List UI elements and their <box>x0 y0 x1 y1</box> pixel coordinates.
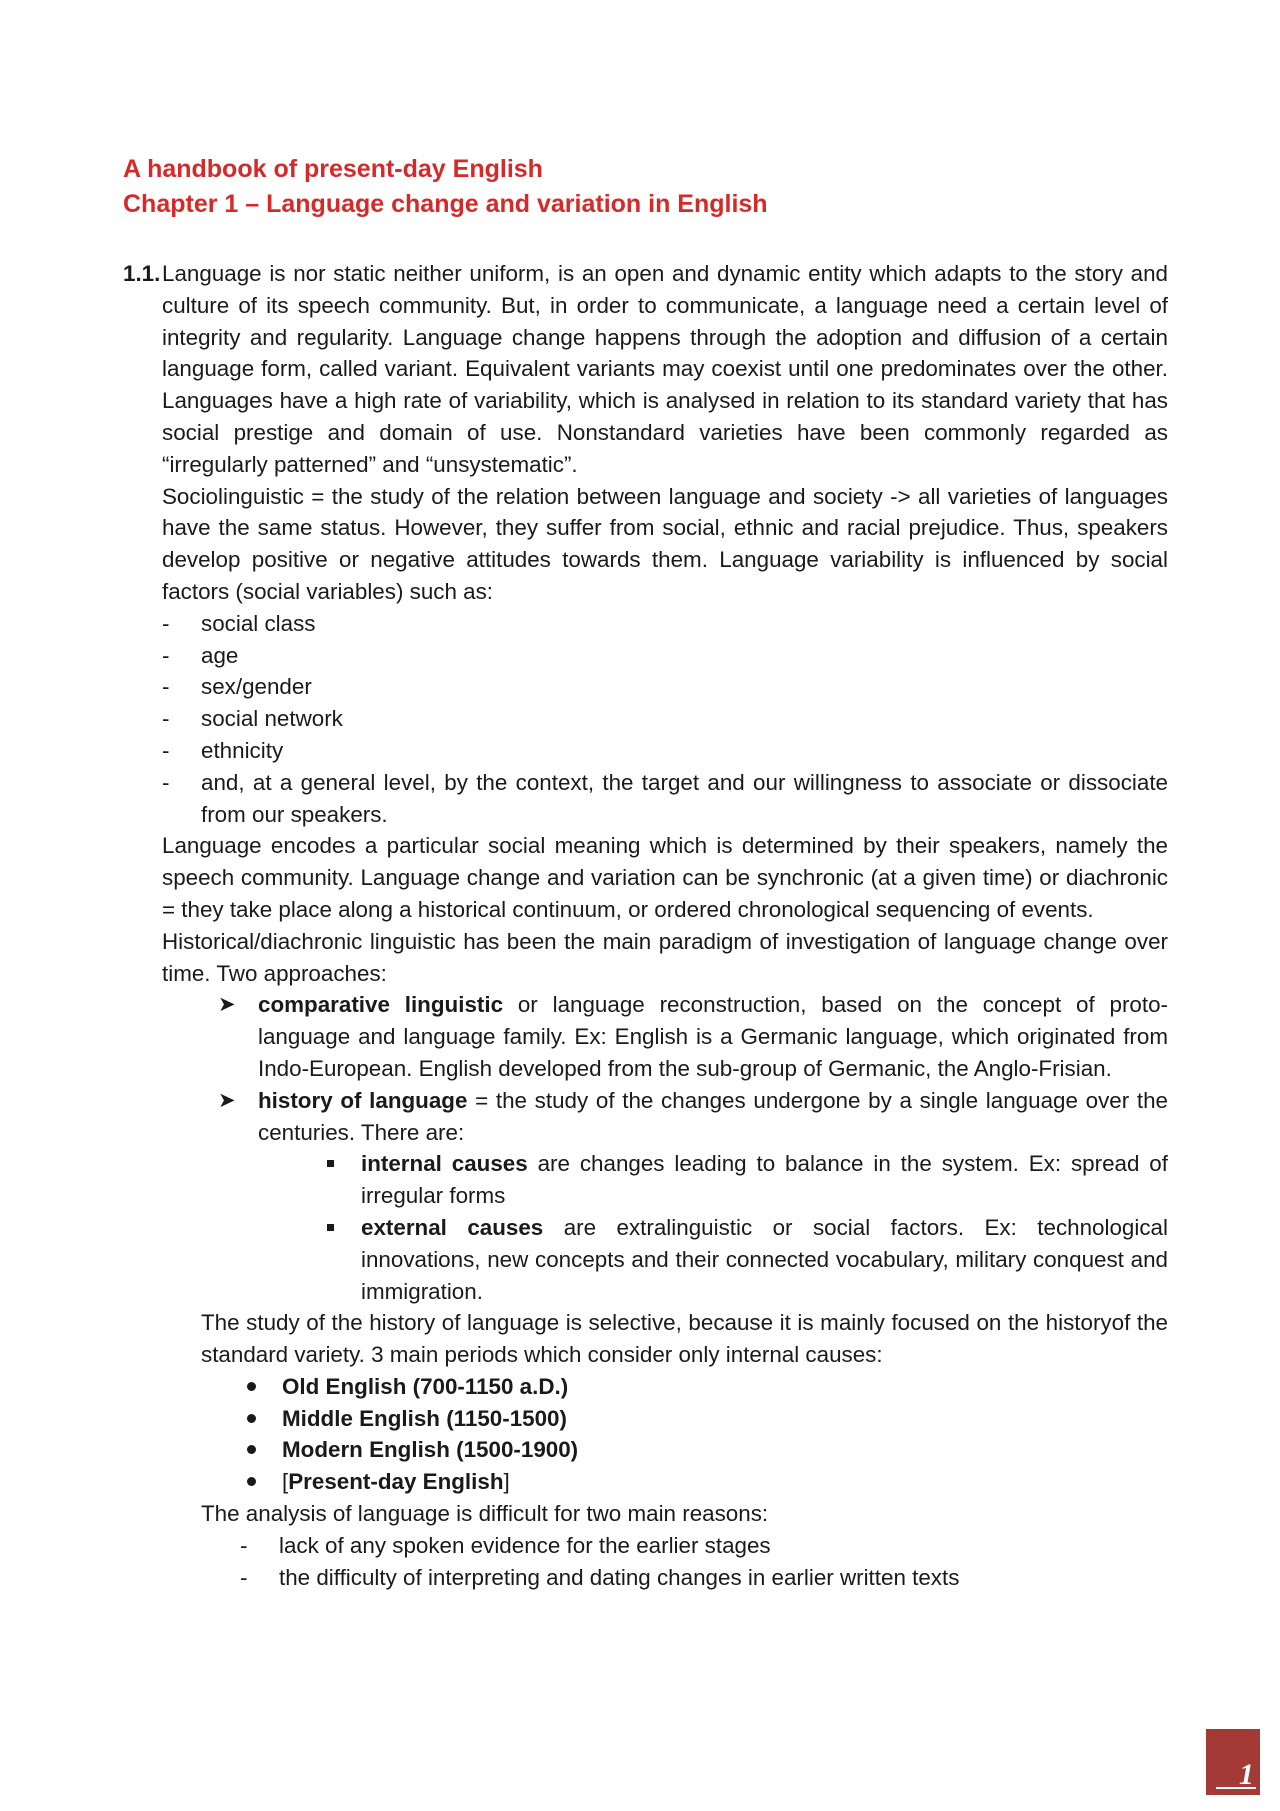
list-item: - social class <box>162 608 1168 640</box>
cause-term: external causes <box>361 1214 544 1240</box>
approach-text: or language reconstruction, based on the concept of proto-language and language family. Ex: English is a Germanic language, which originated from Indo-European. English developed from the sub-group of Germanic, the Anglo-Frisian. <box>258 992 1169 1081</box>
list-item <box>321 1148 1168 1212</box>
section-1-1 <box>123 258 1168 1593</box>
dash-marker: - <box>162 737 170 763</box>
square-bullet-icon <box>327 1160 334 1167</box>
dash-marker: - <box>162 610 170 636</box>
historical-paragraph: Historical/diachronic linguistic has been the main paradigm of investigation of language change over time. Two approaches: <box>162 928 1168 986</box>
periods-list <box>243 1371 1168 1498</box>
approach-term: history of language <box>258 1087 468 1113</box>
list-item: Old English (700-1150 a.D.) <box>243 1371 1168 1403</box>
page-number: 1 <box>1239 1758 1254 1791</box>
list-item: Modern English (1500-1900) <box>243 1434 1168 1466</box>
bullet-icon <box>247 1445 256 1454</box>
list-item: - sex/gender <box>162 671 1168 703</box>
list-item: - lack of any spoken evidence for the earlier stages <box>240 1530 1168 1562</box>
cause-text: are changes leading to balance in the system. Ex: spread of irregular forms <box>361 1151 1168 1209</box>
list-item: - age <box>162 640 1168 672</box>
chapter-title: Chapter 1 – Language change and variation in English <box>123 190 768 218</box>
list-item: - social network <box>162 703 1168 735</box>
study-history-paragraph: The study of the history of language is selective, because it is mainly focused on the historyof the standard variety. 3 main periods which consider only internal causes: <box>201 1310 1168 1368</box>
causes-list <box>321 1148 1168 1307</box>
list-item: - the difficulty of interpreting and dating changes in earlier written texts <box>240 1562 1168 1594</box>
bullet-icon <box>247 1414 256 1423</box>
dash-marker: - <box>240 1532 248 1558</box>
intro-paragraph: Language is nor static neither uniform, is an open and dynamic entity which adapts to the story and culture of its speech community. But, in order to communicate, a language need a certain level of integrity and regularity. Language change happens through the adoption and diffusion of a certain language form, called variant. Equivalent variants may coexist until one predominates over the other. Languages have a high rate of variability, which is analysed in relation to its standard variety that has social prestige and domain of use. Nonstandard varieties have been commonly regarded as “irregularly patterned” and “unsystematic”. <box>162 261 1168 477</box>
section-intro <box>123 258 1168 481</box>
reasons-list <box>240 1530 1168 1594</box>
approach-term: comparative linguistic <box>258 992 504 1018</box>
dash-marker: - <box>162 706 170 732</box>
list-item: [Present-day English] <box>243 1466 1168 1498</box>
sociolinguistic-paragraph: Sociolinguistic = the study of the relation between language and society -> all varieties of languages have the same status. However, they suffer from social, ethnic and racial prejudice. Thus, speakers develop positive or negative attitudes towards them. Language variability is influenced by social factors (social variables) such as: <box>162 483 1168 604</box>
page-number-badge <box>1206 1729 1260 1795</box>
arrow-bullet-icon: ➤ <box>218 1088 236 1112</box>
list-item: - ethnicity <box>162 735 1168 767</box>
dash-marker: - <box>162 674 170 700</box>
arrow-bullet-icon: ➤ <box>218 993 236 1017</box>
dash-marker: - <box>162 769 170 795</box>
approaches-list <box>218 989 1168 1307</box>
social-meaning-paragraph: Language encodes a particular social meaning which is determined by their speakers, namely the speech community. Language change and variation can be synchronic (at a given time) or diachronic = they take place along a historical continuum, or ordered chronological sequencing of events. <box>162 833 1168 922</box>
dash-marker: - <box>162 642 170 668</box>
square-bullet-icon <box>327 1224 334 1231</box>
list-item <box>321 1212 1168 1307</box>
list-item: - and, at a general level, by the context, the target and our willingness to associate or dissociate from our speakers. <box>162 767 1168 831</box>
section-number: 1.1. <box>123 261 161 286</box>
dash-marker: - <box>240 1564 248 1590</box>
analysis-paragraph: The analysis of language is difficult for two main reasons: <box>201 1501 769 1527</box>
list-item: Middle English (1150-1500) <box>243 1403 1168 1435</box>
bullet-icon <box>247 1382 256 1391</box>
document-title: A handbook of present-day English <box>123 155 543 183</box>
cause-text: are extralinguistic or social factors. Ex: technological innovations, new concepts and their connected vocabulary, military conquest and immigration. <box>361 1214 1168 1304</box>
cause-term: internal causes <box>361 1151 528 1177</box>
approach-text: = the study of the changes undergone by a single language over the centuries. There are: <box>258 1087 1168 1145</box>
social-factors-list <box>162 608 1168 831</box>
list-item <box>218 989 1168 1084</box>
bullet-icon <box>247 1477 256 1486</box>
list-item <box>218 1085 1168 1308</box>
